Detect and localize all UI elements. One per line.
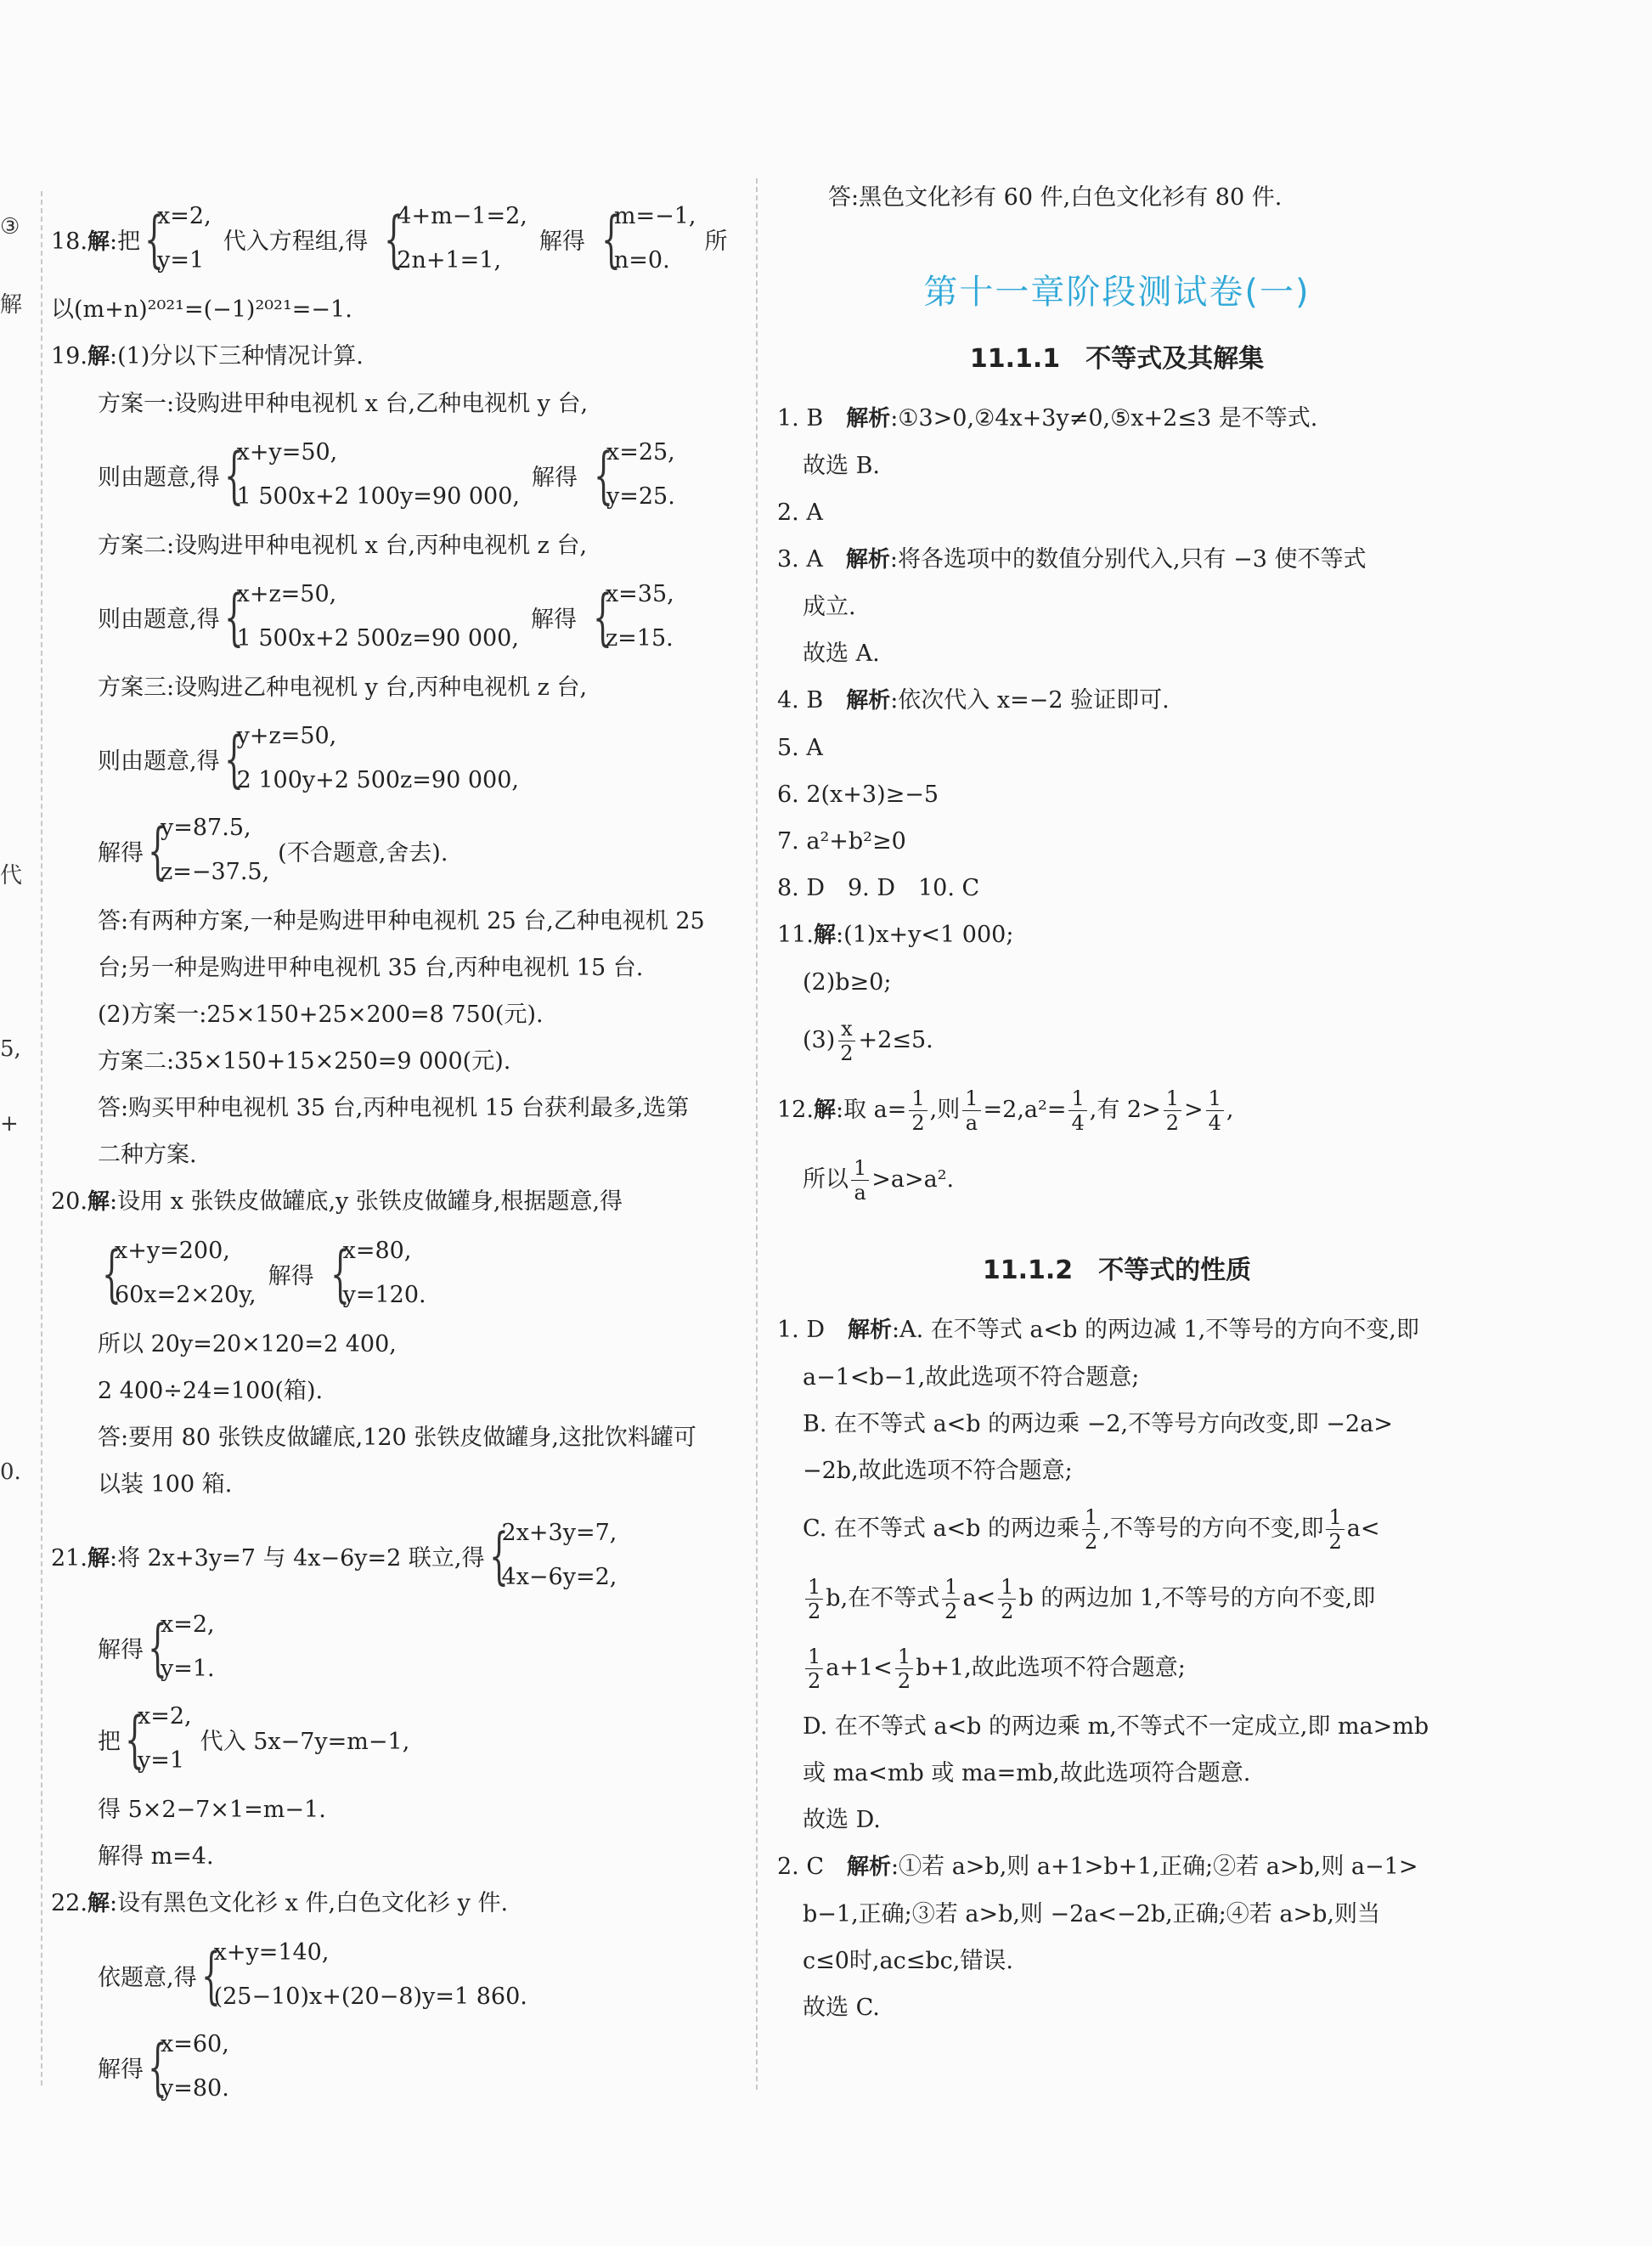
analysis-label: 解析 bbox=[845, 547, 890, 573]
text-line: 所以 $\frac{1}{a}$ >a>a². bbox=[803, 1156, 955, 1205]
text-line: (2)方案一:25×150+25×200=8 750(元). bbox=[98, 1002, 544, 1028]
analysis-label: 解析 bbox=[848, 1318, 893, 1343]
fraction: $\frac{1}{a}$ bbox=[851, 1156, 869, 1205]
text-line: 2 400÷24=100(箱). bbox=[98, 1378, 324, 1404]
left-divider bbox=[41, 191, 42, 2085]
text-line: D. 在不等式 a<b 的两边乘 m,不等式不一定成立,即 ma>mb bbox=[803, 1713, 1429, 1740]
text: :A. 在不等式 a<b 的两边减 1,不等号的方向不变,即 bbox=[892, 1317, 1419, 1343]
question-21 bbox=[51, 1511, 743, 1880]
equation-system: x=60, y=80. bbox=[161, 2031, 229, 2102]
text-line: C. 在不等式 a<b 的两边乘 $\frac{1}{2}$ ,不等号的方向不变,即 $\frac{1}{2}$ a< bbox=[803, 1505, 1380, 1554]
solution-label: 解 bbox=[813, 923, 836, 948]
solution-label: 解 bbox=[87, 344, 110, 370]
text-line: 12.解:取 a= $\frac{1}{2}$ ,则 $\frac{1}{a}$ =2,a²= $\frac{1}{4}$ ,有 2> $\frac{1}{2}$ > $\frac{1}{4}$ , bbox=[777, 1086, 1234, 1135]
edge-char: ③ bbox=[0, 214, 20, 240]
q-number: 18. bbox=[51, 228, 87, 255]
brace: { bbox=[600, 203, 621, 274]
text: 解得 bbox=[98, 1636, 144, 1663]
fraction: $\frac{1}{4}$ bbox=[1206, 1086, 1224, 1135]
text-line: 所以 20y=20×120=2 400, bbox=[98, 1331, 397, 1357]
text-line: 答:要用 80 张铁皮做罐底,120 张铁皮做罐身,这批饮料罐可 bbox=[98, 1425, 696, 1451]
text: :设用 x 张铁皮做罐底,y 张铁皮做罐身,根据题意,得 bbox=[109, 1188, 623, 1215]
q-number: 11. bbox=[777, 922, 814, 948]
text-line: c≤0时,ac≤bc,错误. bbox=[803, 1948, 1013, 1974]
analysis-label: 解析 bbox=[846, 406, 891, 432]
equation-system: x=35, z=15. bbox=[605, 581, 674, 652]
text: 解得 bbox=[531, 464, 578, 491]
q-number: 12. bbox=[777, 1097, 814, 1123]
fraction: $\frac{1}{2}$ bbox=[805, 1645, 823, 1693]
question-22 bbox=[51, 1880, 743, 2111]
text-line: 5. A bbox=[777, 735, 823, 761]
text-line: 解得 m=4. bbox=[98, 1843, 214, 1870]
text: :(1)x+y<1 000; bbox=[835, 922, 1014, 948]
text: :设有黑色文化衫 x 件,白色文化衫 y 件. bbox=[109, 1890, 509, 1916]
fraction: $\frac{1}{4}$ bbox=[1068, 1086, 1086, 1135]
q-number: 21. bbox=[51, 1544, 87, 1572]
fraction: $\frac{1}{2}$ bbox=[909, 1086, 927, 1135]
brace: { bbox=[148, 815, 167, 886]
text-line: 以装 100 箱. bbox=[98, 1471, 233, 1498]
text: :①若 a>b,则 a+1>b+1,正确;②若 a>b,则 a−1> bbox=[891, 1854, 1418, 1880]
fraction: $\frac{1}{2}$ bbox=[895, 1645, 913, 1693]
equation-system: x=2, y=1. bbox=[161, 1611, 215, 1682]
q-number: 3. A bbox=[777, 546, 823, 573]
chapter-title: 第十一章阶段测试卷(一) bbox=[923, 273, 1311, 312]
equation-system: m=−1, n=0. bbox=[613, 203, 696, 274]
edge-char: 0. bbox=[0, 1459, 21, 1485]
text-line: 8. D 9. D 10. C bbox=[777, 875, 980, 901]
equation-system: y=87.5, z=−37.5, bbox=[161, 815, 270, 885]
equation-system: x=2, y=1 bbox=[157, 203, 211, 274]
equation-system: x=2, y=1 bbox=[138, 1703, 192, 1774]
fraction: $\frac{1}{2}$ bbox=[1164, 1086, 1181, 1135]
equation-system: x=25, y=25. bbox=[606, 439, 675, 510]
text: :(1)分以下三种情况计算. bbox=[109, 343, 364, 370]
fraction: $\frac{1}{2}$ bbox=[998, 1575, 1016, 1623]
edge-char: + bbox=[0, 1111, 19, 1137]
text: 解得 bbox=[530, 606, 577, 633]
text: :把 bbox=[109, 228, 141, 255]
text-line: 故选 C. bbox=[803, 1995, 880, 2021]
text-line: 答:黑色文化衫有 60 件,白色文化衫有 80 件. bbox=[828, 184, 1283, 211]
text: (不合题意,舍去). bbox=[278, 839, 448, 866]
text-line: 故选 B. bbox=[803, 453, 881, 479]
text-line: 7. a²+b²≥0 bbox=[777, 828, 906, 855]
text: :①3>0,②4x+3y≠0,⑤x+2≤3 是不等式. bbox=[890, 405, 1318, 432]
equation-system: x=80, y=120. bbox=[342, 1238, 426, 1308]
text-line: 方案三:设购进乙种电视机 y 台,丙种电视机 z 台, bbox=[98, 674, 588, 701]
equation-system: x+y=50, 1 500x+2 100y=90 000, bbox=[236, 439, 520, 510]
brace: { bbox=[593, 439, 613, 511]
equation-system: 4+m−1=2, 2n+1=1, bbox=[397, 203, 527, 274]
brace: { bbox=[223, 439, 244, 511]
brace: { bbox=[102, 1238, 121, 1309]
text: 代入方程组,得 bbox=[223, 228, 369, 255]
fraction: $\frac{1}{2}$ bbox=[805, 1575, 823, 1623]
text: :依次代入 x=−2 验证即可. bbox=[890, 687, 1170, 714]
edge-char: 5, bbox=[0, 1036, 21, 1062]
q-number: 22. bbox=[51, 1890, 87, 1916]
text: 依题意,得 bbox=[98, 1964, 197, 1991]
q-number: 20. bbox=[51, 1188, 87, 1215]
text-line: 故选 D. bbox=[803, 1807, 881, 1833]
question-18 bbox=[51, 195, 743, 333]
text-line: 方案二:设购进甲种电视机 x 台,丙种电视机 z 台, bbox=[98, 533, 588, 559]
text: 则由题意,得 bbox=[98, 464, 220, 491]
section-title: 11.1.1 不等式及其解集 bbox=[969, 344, 1265, 374]
analysis-label: 解析 bbox=[846, 688, 891, 714]
equation-system: 2x+3y=7, 4x−6y=2, bbox=[501, 1520, 617, 1590]
text: 则由题意,得 bbox=[98, 748, 220, 775]
section-title: 11.1.2 不等式的性质 bbox=[982, 1256, 1252, 1285]
solution-label: 解 bbox=[87, 1891, 110, 1916]
brace: { bbox=[144, 203, 164, 274]
text-line: B. 在不等式 a<b 的两边乘 −2,不等号方向改变,即 −2a> bbox=[803, 1411, 1393, 1437]
text: :将各选项中的数值分别代入,只有 −3 使不等式 bbox=[889, 546, 1367, 573]
brace: { bbox=[488, 1520, 509, 1591]
text-line: 方案二:35×150+15×250=9 000(元). bbox=[98, 1048, 511, 1075]
fraction: $\frac{1}{2}$ bbox=[1082, 1505, 1100, 1554]
edge-char: 解 bbox=[0, 292, 23, 318]
text-line: 二种方案. bbox=[98, 1142, 197, 1168]
equation-system: x+y=200, 60x=2×20y, bbox=[115, 1238, 257, 1308]
brace: { bbox=[148, 1611, 167, 1683]
q-number: 1. B bbox=[777, 405, 824, 432]
solution-label: 解 bbox=[813, 1098, 836, 1123]
fraction: $\frac{1}{2}$ bbox=[1326, 1505, 1344, 1554]
solution-label: 解 bbox=[87, 229, 110, 255]
brace: { bbox=[223, 581, 244, 652]
brace: { bbox=[592, 581, 612, 652]
solution-label: 解 bbox=[87, 1189, 110, 1215]
text-line: 故选 A. bbox=[803, 641, 880, 667]
text-line: 成立. bbox=[803, 594, 856, 620]
text: 代入 5x−7y=m−1, bbox=[200, 1728, 410, 1755]
text: 所 bbox=[704, 228, 728, 255]
text-line: 或 ma<mb 或 ma=mb,故此选项符合题意. bbox=[803, 1760, 1251, 1786]
question-19 bbox=[51, 333, 743, 1178]
question-20 bbox=[51, 1178, 743, 1508]
q-number: 4. B bbox=[777, 687, 824, 714]
text: 则由题意,得 bbox=[98, 606, 220, 633]
fraction: $\frac{x}{2}$ bbox=[837, 1017, 855, 1065]
text: :将 2x+3y=7 与 4x−6y=2 联立,得 bbox=[109, 1544, 485, 1572]
left-edge-cut-text bbox=[0, 0, 25, 2246]
edge-char: 代 bbox=[0, 863, 23, 889]
brace: { bbox=[125, 1703, 144, 1775]
q-number: 2. C bbox=[777, 1854, 825, 1880]
analysis-label: 解析 bbox=[847, 1854, 892, 1880]
left-column bbox=[51, 191, 743, 2114]
brace: { bbox=[330, 1238, 350, 1309]
text-line: 答:有两种方案,一种是购进甲种电视机 25 台,乙种电视机 25 bbox=[98, 908, 705, 934]
text-line: 以(m+n)²⁰²¹=(−1)²⁰²¹=−1. bbox=[51, 296, 352, 323]
equation-system: y+z=50, 2 100y+2 500z=90 000, bbox=[236, 723, 519, 793]
q-number: 1. D bbox=[777, 1317, 825, 1343]
text: 解得 bbox=[98, 839, 144, 866]
text-line: 得 5×2−7×1=m−1. bbox=[98, 1797, 326, 1823]
text-line: 方案一:设购进甲种电视机 x 台,乙种电视机 y 台, bbox=[98, 391, 589, 417]
text: 解得 bbox=[538, 228, 585, 255]
q-number: 19. bbox=[51, 343, 87, 370]
text: 解得 bbox=[98, 2056, 144, 2083]
brace: { bbox=[200, 1939, 221, 2011]
text-line: $\frac{1}{2}$ b,在不等式 $\frac{1}{2}$ a< $\frac{1}{2}$ b 的两边加 1,不等号的方向不变,即 bbox=[777, 1564, 1457, 1634]
text-line: 台;另一种是购进甲种电视机 35 台,丙种电视机 15 台. bbox=[98, 955, 644, 981]
text: 解得 bbox=[268, 1262, 314, 1289]
text-line: $\frac{1}{2}$ a+1< $\frac{1}{2}$ b+1,故此选项不符合题意; bbox=[777, 1634, 1457, 1703]
text-line: (3) $\frac{x}{2}$ +2≤5. bbox=[803, 1017, 933, 1065]
text-line: 6. 2(x+3)≥−5 bbox=[777, 782, 939, 808]
equation-system: x+z=50, 1 500x+2 500z=90 000, bbox=[236, 581, 519, 652]
text-line: 答:购买甲种电视机 35 台,丙种电视机 15 台获利最多,选第 bbox=[98, 1095, 690, 1121]
brace: { bbox=[148, 2031, 167, 2102]
right-column bbox=[777, 174, 1457, 2031]
fraction: $\frac{1}{2}$ bbox=[942, 1575, 960, 1623]
brace: { bbox=[223, 723, 244, 794]
solution-label: 解 bbox=[87, 1545, 110, 1572]
text-line: a−1<b−1,故此选项不符合题意; bbox=[803, 1364, 1140, 1391]
fraction: $\frac{1}{a}$ bbox=[962, 1086, 980, 1135]
text-line: 2. A bbox=[777, 499, 823, 526]
column-divider bbox=[756, 178, 758, 2090]
text-line: −2b,故此选项不符合题意; bbox=[803, 1458, 1073, 1484]
text: 把 bbox=[98, 1728, 121, 1755]
brace: { bbox=[384, 203, 404, 274]
equation-system: x+y=140, (25−10)x+(20−8)y=1 860. bbox=[213, 1939, 527, 2010]
text-line: b−1,正确;③若 a>b,则 −2a<−2b,正确;④若 a>b,则当 bbox=[803, 1901, 1380, 1927]
text-line: (2)b≥0; bbox=[803, 969, 892, 996]
